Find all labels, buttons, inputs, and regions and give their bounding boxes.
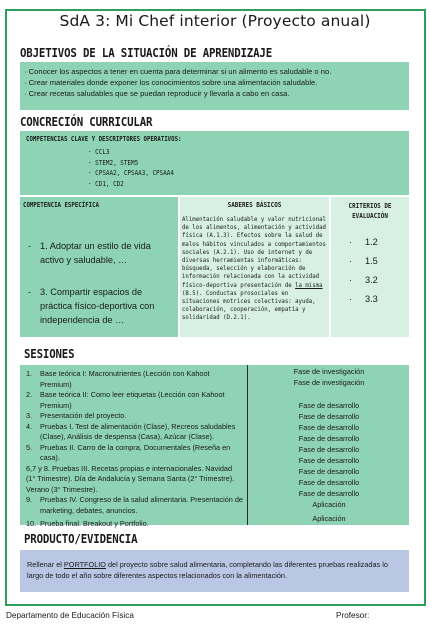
sesion-item: 5. Pruebas II. Carro de la compra, Documentales (Reseña en casa). <box>26 442 231 462</box>
competencia-item: · CCL3 <box>88 148 110 156</box>
saberes-basicos-column <box>180 197 329 337</box>
phase-label: Fase de desarrollo <box>298 434 360 443</box>
competencia-item: · CD1, CD2 <box>88 179 124 188</box>
phase-label: Fase de desarrollo <box>298 467 360 476</box>
sesion-item: 4. Pruebas I. Test de alimentación (Clase), Recreos saludables (Clase), Análisis de despensa (Casa), Azúcar (Clase). <box>26 421 236 441</box>
producto-heading: PRODUCTO/EVIDENCIA <box>24 531 138 546</box>
competencia-item: · CPSAA2, CPSAA3, CPSAA4 <box>88 169 174 177</box>
sesion-item: 3. Presentación del proyecto. <box>26 411 127 420</box>
producto-text: Rellenar el PORTFOLIO del proyecto sobre salud alimentaria, completando las diferentes pruebas realizadas lo largo de todo el año sobre diferentes aspectos relacionados con la alimentación. <box>27 560 388 580</box>
competencias-clave-box <box>20 131 409 195</box>
sesiones-list <box>20 365 248 528</box>
criterio-item: · 1.2 <box>349 237 378 247</box>
objetivos-heading: OBJETIVOS DE LA SITUACIÓN DE APRENDIZAJE <box>20 45 273 60</box>
sesion-item: 10. Prueba final. Breakout y Portfolio. <box>26 519 149 528</box>
phase-label: Aplicación <box>312 500 346 509</box>
sesion-item: 6,7 y 8. Pruebas III. Recetas propias e internacionales. Navidad (1° Trimestre). Día de Andalucía y Semana Santa (2° Trimestre). Verano (3° Trimestre). <box>26 463 235 494</box>
sesion-item: 1. Base teórica I: Macronutrientes (Lección con Kahoot Premium) <box>26 369 210 389</box>
competencia-especifica-title: COMPETENCIA ESPECÍFICA <box>23 201 100 209</box>
objetivo-item: · Crear recetas saludables que se puedan reproducir y llevarla a cabo en casa. <box>24 89 290 98</box>
saberes-basicos-text: Alimentación saludable y valor nutricional de los alimentos, alimentación y actividad física (A.1.3). Efectos sobre la salud de malos hábitos vinculados a comportamientos sociales (A.2.1). Uso de internet y de diversas herramientas informáticas: búsqueda, selección y elaboración de información relacionada con la actividad físico-deportiva presentación de la misma (B.5). Conductas prosociales en situaciones motrices colectivas: ayuda, colaboración, cooperación, empatía y solidaridad (D.2.1). <box>182 216 326 322</box>
sesiones-box <box>20 365 409 528</box>
competencia-especifica-item: - 1. Adoptar un estilo de vida activo y saludable, … <box>28 241 151 265</box>
criterio-item: · 1.5 <box>349 256 378 266</box>
sesion-item: 9. Pruebas IV. Congreso de la salud alimentaria. Presentación de marketing, debates, anuncios. <box>26 495 243 515</box>
producto-box <box>20 550 409 592</box>
competencias-list <box>88 147 403 189</box>
criterios-column <box>331 197 409 337</box>
page-title: SdA 3: Mi Chef interior (Proyecto anual) <box>59 12 371 30</box>
phase-label: Fase de investigación <box>293 367 365 376</box>
competencia-item: · STEM2, STEM5 <box>88 158 139 167</box>
phase-label: Aplicación <box>312 514 346 523</box>
competencia-especifica-item: - 3. Compartir espacios de práctica físico-deportiva con independencia de … <box>28 287 155 325</box>
objetivo-item: · Conocer los aspectos a tener en cuenta para determinar si un alimento es saludable o no. <box>24 67 332 76</box>
phase-label: Fase de investigación <box>293 378 365 387</box>
criterio-item: · 3.2 <box>349 275 378 285</box>
phase-label: Fase de desarrollo <box>298 423 360 432</box>
phase-label: Fase de desarrollo <box>298 456 360 465</box>
competencias-clave-title: COMPETENCIAS CLAVE Y DESCRIPTORES OPERATIVOS: <box>26 135 182 143</box>
phase-label: Fase de desarrollo <box>298 478 360 487</box>
sesion-item: 2. Base teórica II: Como leer etiquetas (Lección con Kahoot Premium) <box>26 390 225 410</box>
competencia-especifica-column <box>20 197 178 337</box>
saberes-basicos-title: SABERES BÁSICOS <box>227 201 282 209</box>
objetivo-item: · Crear materiales donde exponer los conocimientos sobre una alimentación saludable. <box>24 78 318 87</box>
footer-department: Departamento de Educación Física <box>6 611 134 620</box>
phase-label: Fase de desarrollo <box>298 412 360 421</box>
sesiones-phases <box>249 365 409 525</box>
criterios-title: CRITERIOS DE EVALUACIÓN <box>348 202 392 220</box>
criterio-item: · 3.3 <box>349 294 378 304</box>
phase-label: Fase de desarrollo <box>298 445 360 454</box>
sesiones-heading: SESIONES <box>24 346 75 361</box>
objetivos-box <box>20 62 409 110</box>
concrecion-heading: CONCRECIÓN CURRICULAR <box>20 114 153 129</box>
phase-label: Fase de desarrollo <box>298 401 360 410</box>
footer-teacher: Profesor: <box>336 611 370 620</box>
phase-label: Fase de desarrollo <box>298 489 360 498</box>
